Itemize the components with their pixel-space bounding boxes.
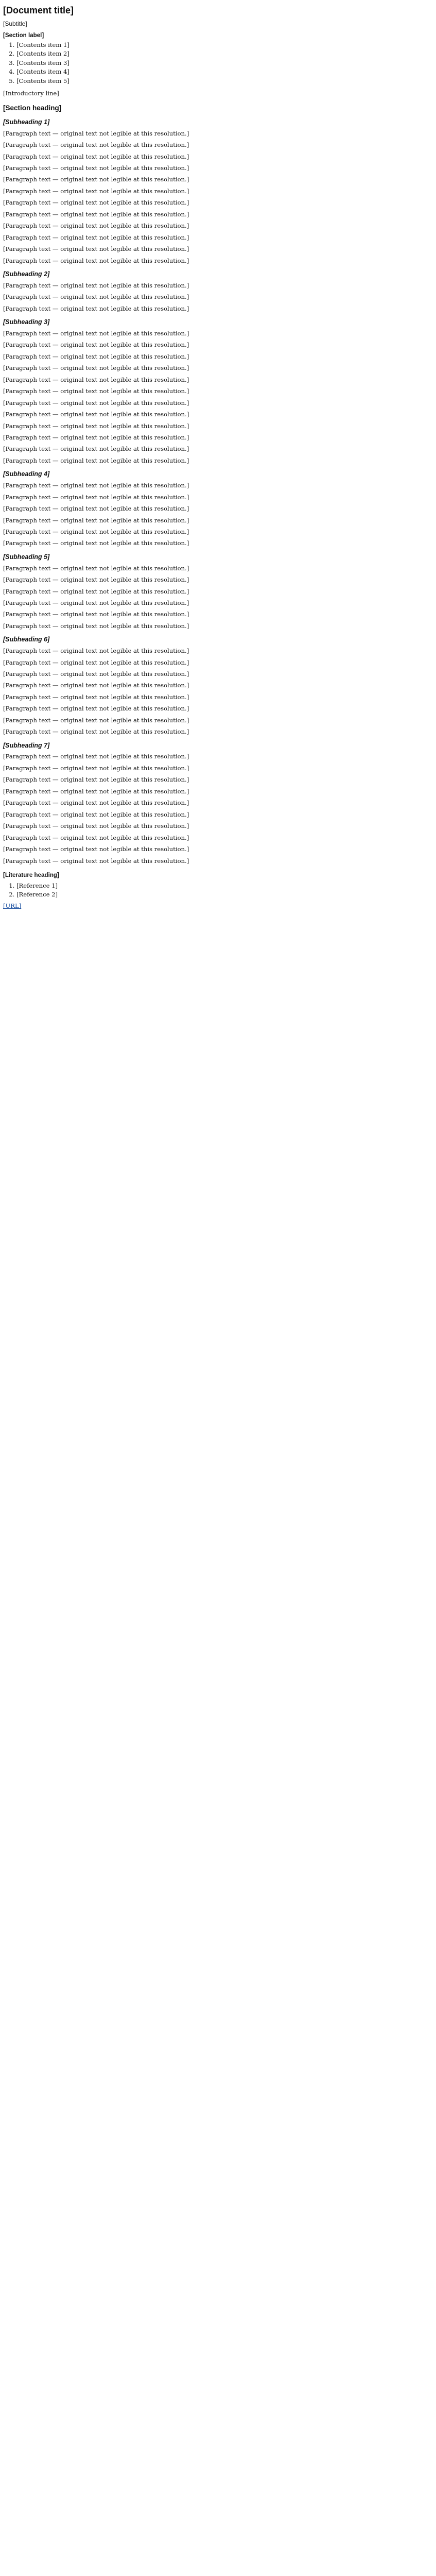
- toc-item: 3. [Contents item 3]: [16, 59, 433, 67]
- paragraph: [Paragraph text — original text not legible at this resolution.]: [3, 364, 189, 372]
- paragraph: [Paragraph text — original text not legible at this resolution.]: [3, 682, 189, 689]
- paragraph: [Paragraph text — original text not legible at this resolution.]: [3, 341, 189, 349]
- paragraph: [Paragraph text — original text not legible at this resolution.]: [3, 799, 189, 807]
- paragraph: [Paragraph text — original text not legible at this resolution.]: [3, 376, 189, 383]
- paragraph: [Paragraph text — original text not legible at this resolution.]: [3, 787, 189, 795]
- source-link[interactable]: [URL]: [3, 902, 22, 910]
- paragraph: [Paragraph text — original text not legible at this resolution.]: [3, 576, 189, 584]
- subsection-heading: [Subheading 1]: [3, 118, 50, 126]
- paragraph: [Paragraph text — original text not legible at this resolution.]: [3, 587, 189, 595]
- paragraph: [Paragraph text — original text not legible at this resolution.]: [3, 693, 189, 701]
- literature-item: 1. [Reference 1]: [16, 882, 433, 890]
- paragraph: [Paragraph text — original text not legible at this resolution.]: [3, 705, 189, 713]
- subsection-heading: [Subheading 5]: [3, 553, 50, 561]
- paragraph: [Paragraph text — original text not legible at this resolution.]: [3, 482, 189, 489]
- paragraph: [Paragraph text — original text not legible at this resolution.]: [3, 164, 189, 172]
- paragraph: [Paragraph text — original text not legible at this resolution.]: [3, 810, 189, 818]
- paragraph: [Paragraph text — original text not legible at this resolution.]: [3, 516, 189, 524]
- paragraph: [Paragraph text — original text not legible at this resolution.]: [3, 822, 189, 830]
- toc-item: 1. [Contents item 1]: [16, 41, 433, 49]
- document-page: [0, 0, 436, 920]
- paragraph: [Paragraph text — original text not legible at this resolution.]: [3, 539, 189, 547]
- paragraph: [Paragraph text — original text not legible at this resolution.]: [3, 493, 189, 501]
- paragraph: [Paragraph text — original text not legible at this resolution.]: [3, 233, 189, 241]
- subsection-heading: [Subheading 3]: [3, 318, 50, 326]
- subsection-heading: [Subheading 6]: [3, 636, 50, 643]
- paragraph: [Paragraph text — original text not legible at this resolution.]: [3, 776, 189, 784]
- paragraph: [Paragraph text — original text not legible at this resolution.]: [3, 658, 189, 666]
- paragraph: [Paragraph text — original text not legible at this resolution.]: [3, 176, 189, 183]
- paragraph: [Paragraph text — original text not legible at this resolution.]: [3, 716, 189, 724]
- paragraph: [Paragraph text — original text not legible at this resolution.]: [3, 152, 189, 160]
- paragraph: [Paragraph text — original text not legible at this resolution.]: [3, 857, 189, 865]
- paragraph: [Paragraph text — original text not legible at this resolution.]: [3, 257, 189, 264]
- paragraph: [Paragraph text — original text not legible at this resolution.]: [3, 422, 189, 430]
- article-body: [3, 118, 433, 865]
- section-heading: [Section heading]: [3, 104, 62, 112]
- paragraph: [Paragraph text — original text not legible at this resolution.]: [3, 434, 189, 442]
- paragraph: [Paragraph text — original text not legible at this resolution.]: [3, 564, 189, 572]
- table-of-contents: [16, 41, 433, 85]
- paragraph: [Paragraph text — original text not legible at this resolution.]: [3, 528, 189, 535]
- paragraph: [Paragraph text — original text not legible at this resolution.]: [3, 456, 189, 464]
- paragraph: [Paragraph text — original text not legible at this resolution.]: [3, 281, 189, 289]
- paragraph: [Paragraph text — original text not legible at this resolution.]: [3, 399, 189, 406]
- paragraph: [Paragraph text — original text not legible at this resolution.]: [3, 834, 189, 841]
- paragraph: [Paragraph text — original text not legible at this resolution.]: [3, 210, 189, 218]
- paragraph: [Paragraph text — original text not legible at this resolution.]: [3, 352, 189, 360]
- paragraph: [Paragraph text — original text not legible at this resolution.]: [3, 293, 189, 301]
- paragraph: [Paragraph text — original text not legible at this resolution.]: [3, 187, 189, 195]
- paragraph: [Paragraph text — original text not legible at this resolution.]: [3, 199, 189, 207]
- paragraph: [Paragraph text — original text not legible at this resolution.]: [3, 329, 189, 337]
- paragraph: [Paragraph text — original text not legible at this resolution.]: [3, 129, 189, 137]
- paragraph: [Paragraph text — original text not legible at this resolution.]: [3, 245, 189, 253]
- subsection-heading: [Subheading 7]: [3, 741, 50, 749]
- paragraph: [Paragraph text — original text not legible at this resolution.]: [3, 670, 189, 677]
- toc-item: 5. [Contents item 5]: [16, 77, 433, 85]
- intro-line: [Introductory line]: [3, 90, 59, 97]
- paragraph: [Paragraph text — original text not legible at this resolution.]: [3, 387, 189, 395]
- paragraph: [Paragraph text — original text not legible at this resolution.]: [3, 728, 189, 736]
- paragraph: [Paragraph text — original text not legible at this resolution.]: [3, 764, 189, 772]
- paragraph: [Paragraph text — original text not legible at this resolution.]: [3, 222, 189, 230]
- paragraph: [Paragraph text — original text not legible at this resolution.]: [3, 599, 189, 606]
- paragraph: [Paragraph text — original text not legible at this resolution.]: [3, 304, 189, 312]
- plan-label: [Section label]: [3, 31, 44, 39]
- paragraph: [Paragraph text — original text not legible at this resolution.]: [3, 505, 189, 513]
- toc-item: 4. [Contents item 4]: [16, 67, 433, 76]
- page-subtitle: [Subtitle]: [3, 20, 27, 27]
- paragraph: [Paragraph text — original text not legible at this resolution.]: [3, 647, 189, 655]
- paragraph: [Paragraph text — original text not legible at this resolution.]: [3, 411, 189, 418]
- paragraph: [Paragraph text — original text not legible at this resolution.]: [3, 845, 189, 853]
- literature-item: 2. [Reference 2]: [16, 890, 433, 899]
- paragraph: [Paragraph text — original text not legible at this resolution.]: [3, 141, 189, 149]
- literature-list: [16, 882, 433, 899]
- paragraph: [Paragraph text — original text not legible at this resolution.]: [3, 611, 189, 618]
- subsection-heading: [Subheading 4]: [3, 470, 50, 478]
- page-title: [Document title]: [3, 5, 74, 15]
- paragraph: [Paragraph text — original text not legible at this resolution.]: [3, 753, 189, 760]
- paragraph: [Paragraph text — original text not legible at this resolution.]: [3, 622, 189, 630]
- subsection-heading: [Subheading 2]: [3, 270, 50, 278]
- paragraph: [Paragraph text — original text not legible at this resolution.]: [3, 445, 189, 453]
- literature-heading: [Literature heading]: [3, 871, 59, 878]
- toc-item: 2. [Contents item 2]: [16, 49, 433, 58]
